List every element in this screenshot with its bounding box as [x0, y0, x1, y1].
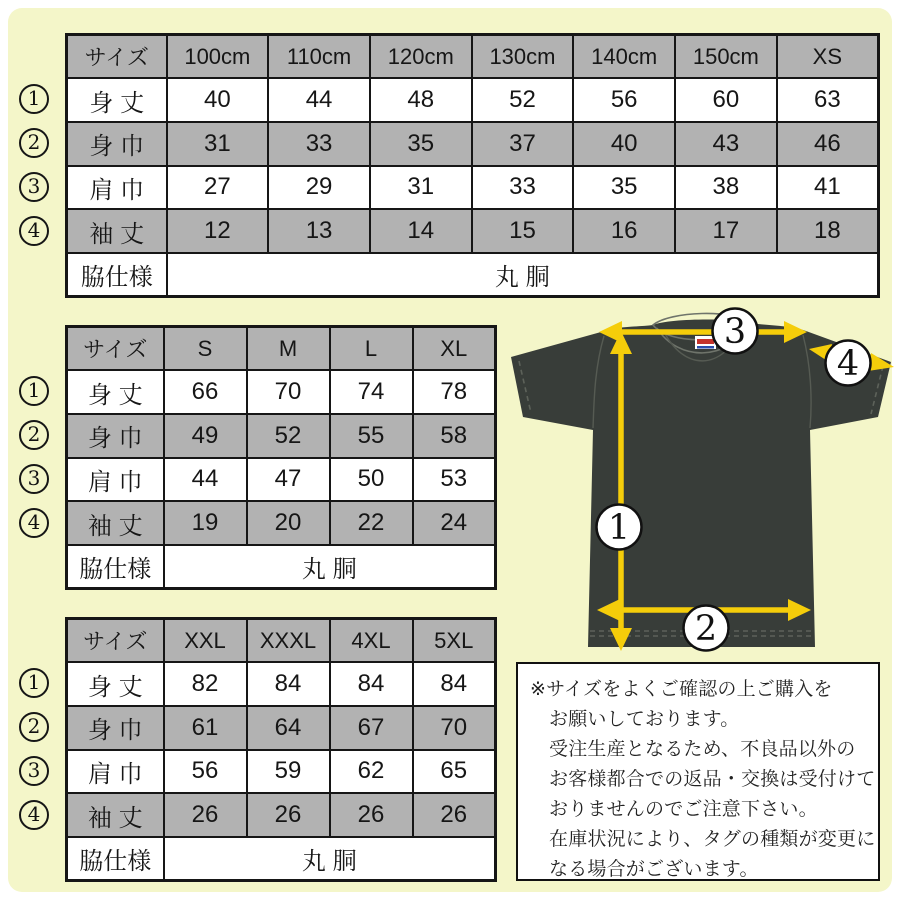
measurement-row — [67, 78, 879, 122]
measurement-value-cell: 15 — [472, 209, 574, 253]
measurement-value-cell: 84 — [247, 662, 330, 706]
measurement-value-cell: 60 — [675, 78, 777, 122]
notice-line: お願いしております。 — [549, 709, 740, 730]
measurement-value-cell: 31 — [167, 122, 269, 166]
size-header-cell: S — [164, 327, 247, 371]
notice-line: お客様都合での返品・交換は受付けて — [549, 769, 876, 790]
measurement-label: 肩 巾 — [67, 750, 164, 794]
notice-line: おりませんのでご注意下さい。 — [549, 799, 818, 820]
row-number-badge: 4 — [19, 508, 49, 538]
measurement-label: 袖 丈 — [67, 209, 167, 253]
adult-size-table — [65, 325, 497, 590]
measurement-value-cell: 58 — [413, 414, 496, 458]
row-number-badge: 1 — [19, 668, 49, 698]
footer-row — [67, 837, 496, 881]
size-header-cell: サイズ — [67, 619, 164, 663]
measurement-value-cell: 26 — [330, 793, 413, 837]
measurement-value-cell: 20 — [247, 501, 330, 545]
measurement-value-cell: 52 — [472, 78, 574, 122]
row-number-badge: 2 — [19, 712, 49, 742]
size-header-cell: 100cm — [167, 35, 269, 79]
measurement-value-cell: 70 — [247, 370, 330, 414]
badge-4 — [826, 341, 871, 386]
notice-line: ※サイズをよくご確認の上ご購入を — [530, 679, 833, 700]
kids-size-table — [65, 33, 880, 298]
measurement-value-cell: 17 — [675, 209, 777, 253]
row-number-badge: 1 — [19, 84, 49, 114]
measurement-row — [67, 122, 879, 166]
measurement-value-cell: 19 — [164, 501, 247, 545]
measurement-value-cell: 61 — [164, 706, 247, 750]
row-number-badge: 1 — [19, 376, 49, 406]
measurement-value-cell: 62 — [330, 750, 413, 794]
measurement-row — [67, 793, 496, 837]
measurement-row — [67, 706, 496, 750]
measurement-value-cell: 47 — [247, 458, 330, 502]
measurement-value-cell: 65 — [413, 750, 496, 794]
size-header-cell: 120cm — [370, 35, 472, 79]
footer-row — [67, 545, 496, 589]
size-header-cell: 130cm — [472, 35, 574, 79]
size-header-cell: L — [330, 327, 413, 371]
measurement-value-cell: 53 — [413, 458, 496, 502]
header-row — [67, 327, 496, 371]
measurement-value-cell: 27 — [167, 166, 269, 210]
side-spec-label: 脇仕様 — [67, 253, 167, 297]
size-header-cell: 5XL — [413, 619, 496, 663]
size-header-cell: XS — [777, 35, 879, 79]
measurement-label: 袖 丈 — [67, 501, 164, 545]
header-row — [67, 619, 496, 663]
measurement-label: 身 丈 — [67, 370, 164, 414]
measurement-value-cell: 37 — [472, 122, 574, 166]
measurement-value-cell: 29 — [268, 166, 370, 210]
row-number-badge: 3 — [19, 756, 49, 786]
measurement-label: 肩 巾 — [67, 166, 167, 210]
measurement-value-cell: 67 — [330, 706, 413, 750]
size-header-cell: M — [247, 327, 330, 371]
svg-text:1: 1 — [607, 508, 631, 548]
notice-line: 受注生産となるため、不良品以外の — [549, 739, 856, 760]
measurement-row — [67, 370, 496, 414]
measurement-value-cell: 52 — [247, 414, 330, 458]
measurement-value-cell: 84 — [413, 662, 496, 706]
measurement-value-cell: 35 — [370, 122, 472, 166]
size-header-cell: 140cm — [573, 35, 675, 79]
measurement-value-cell: 74 — [330, 370, 413, 414]
size-header-cell: サイズ — [67, 35, 167, 79]
size-header-cell: サイズ — [67, 327, 164, 371]
measurement-label: 袖 丈 — [67, 793, 164, 837]
size-header-cell: 4XL — [330, 619, 413, 663]
measurement-value-cell: 38 — [675, 166, 777, 210]
size-header-cell: XL — [413, 327, 496, 371]
measurement-value-cell: 13 — [268, 209, 370, 253]
badge-1 — [597, 505, 642, 550]
footer-row — [67, 253, 879, 297]
measurement-row — [67, 662, 496, 706]
measurement-value-cell: 41 — [777, 166, 879, 210]
measurement-value-cell: 59 — [247, 750, 330, 794]
measurement-value-cell: 43 — [675, 122, 777, 166]
side-spec-label: 脇仕様 — [67, 837, 164, 881]
measurement-value-cell: 40 — [167, 78, 269, 122]
measurement-value-cell: 82 — [164, 662, 247, 706]
side-spec-label: 脇仕様 — [67, 545, 164, 589]
adult-size-table-wrap — [27, 325, 497, 590]
measurement-value-cell: 24 — [413, 501, 496, 545]
measurement-label: 身 丈 — [67, 78, 167, 122]
measurement-value-cell: 44 — [268, 78, 370, 122]
measurement-row — [67, 458, 496, 502]
measurement-value-cell: 46 — [777, 122, 879, 166]
row-number-badge: 3 — [19, 464, 49, 494]
size-header-cell: XXL — [164, 619, 247, 663]
measurement-label: 身 丈 — [67, 662, 164, 706]
size-header-cell: XXXL — [247, 619, 330, 663]
badge-3 — [713, 309, 758, 354]
badge-2 — [684, 606, 729, 651]
measurement-value-cell: 50 — [330, 458, 413, 502]
measurement-value-cell: 84 — [330, 662, 413, 706]
measurement-value-cell: 16 — [573, 209, 675, 253]
big-size-table-wrap — [27, 617, 497, 882]
measurement-value-cell: 49 — [164, 414, 247, 458]
svg-text:3: 3 — [723, 312, 747, 352]
measurement-value-cell: 26 — [413, 793, 496, 837]
measurement-value-cell: 63 — [777, 78, 879, 122]
measurement-value-cell: 44 — [164, 458, 247, 502]
measurement-label: 肩 巾 — [67, 458, 164, 502]
measurement-value-cell: 33 — [472, 166, 574, 210]
measurement-value-cell: 26 — [247, 793, 330, 837]
measurement-row — [67, 414, 496, 458]
svg-text:2: 2 — [694, 609, 718, 649]
measurement-row — [67, 501, 496, 545]
measurement-value-cell: 26 — [164, 793, 247, 837]
measurement-value-cell: 33 — [268, 122, 370, 166]
measurement-row — [67, 209, 879, 253]
row-number-badge: 4 — [19, 216, 49, 246]
side-spec-value: 丸 胴 — [167, 253, 879, 297]
measurement-value-cell: 40 — [573, 122, 675, 166]
row-number-badge: 4 — [19, 800, 49, 830]
kids-size-table-wrap — [27, 33, 880, 298]
measurement-label: 身 巾 — [67, 122, 167, 166]
measurement-value-cell: 66 — [164, 370, 247, 414]
svg-text:4: 4 — [836, 344, 860, 384]
measurement-value-cell: 56 — [164, 750, 247, 794]
measurement-value-cell: 14 — [370, 209, 472, 253]
measurement-row — [67, 750, 496, 794]
purchase-notice-box — [516, 662, 880, 881]
measurement-value-cell: 64 — [247, 706, 330, 750]
measurement-value-cell: 22 — [330, 501, 413, 545]
measurement-value-cell: 31 — [370, 166, 472, 210]
row-number-badge: 2 — [19, 420, 49, 450]
side-spec-value: 丸 胴 — [164, 545, 496, 589]
notice-line: なる場合がございます。 — [549, 859, 759, 880]
row-number-badge: 3 — [19, 172, 49, 202]
measurement-value-cell: 55 — [330, 414, 413, 458]
size-header-cell: 110cm — [268, 35, 370, 79]
measurement-value-cell: 12 — [167, 209, 269, 253]
measurement-value-cell: 48 — [370, 78, 472, 122]
measurement-label: 身 巾 — [67, 706, 164, 750]
big-size-table — [65, 617, 497, 882]
tshirt-measurement-diagram — [498, 300, 898, 660]
measurement-row — [67, 166, 879, 210]
measurement-value-cell: 56 — [573, 78, 675, 122]
measurement-label: 身 巾 — [67, 414, 164, 458]
notice-line: 在庫状況により、タグの種類が変更に — [549, 829, 876, 850]
measurement-value-cell: 70 — [413, 706, 496, 750]
size-header-cell: 150cm — [675, 35, 777, 79]
row-number-badge: 2 — [19, 128, 49, 158]
side-spec-value: 丸 胴 — [164, 837, 496, 881]
measurement-value-cell: 18 — [777, 209, 879, 253]
measurement-value-cell: 78 — [413, 370, 496, 414]
measurement-value-cell: 35 — [573, 166, 675, 210]
header-row — [67, 35, 879, 79]
